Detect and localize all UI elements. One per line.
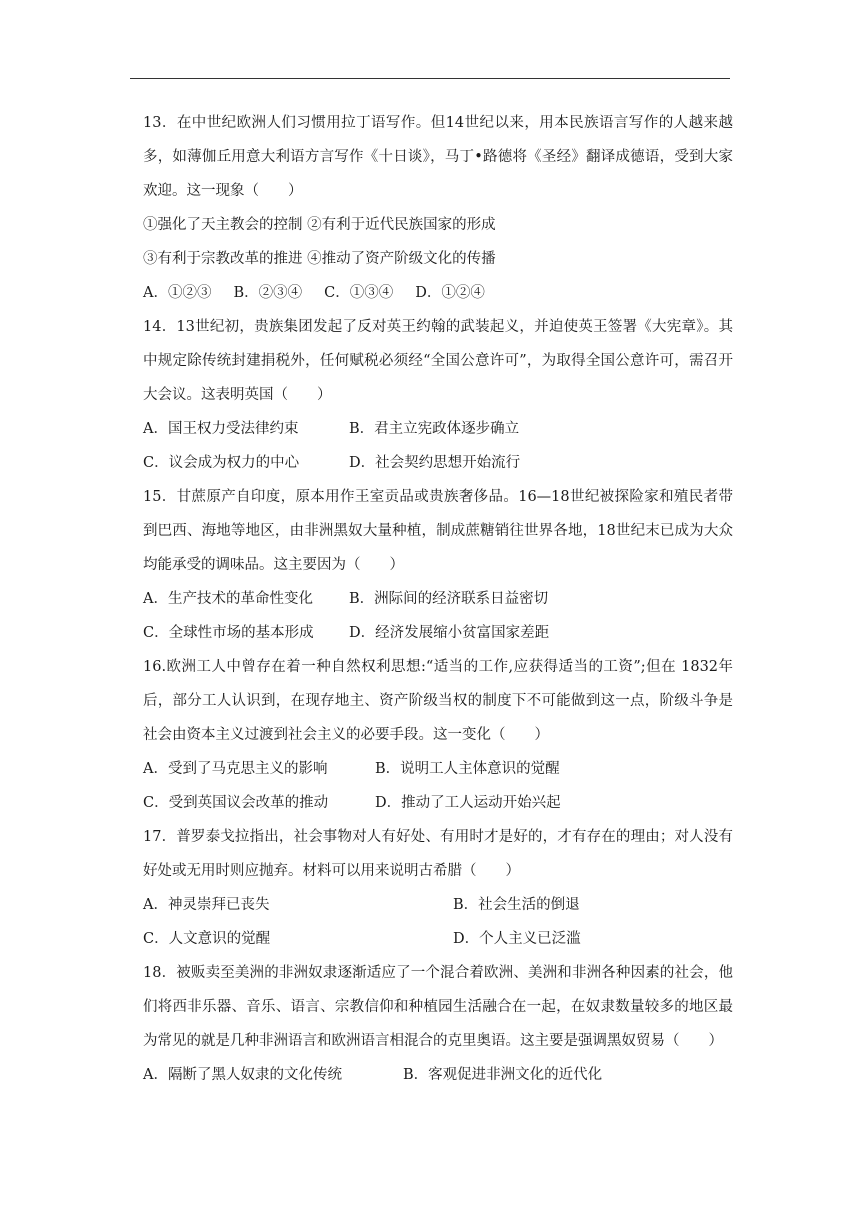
question-14-option-d: D．社会契约思想开始流行 [349,455,521,471]
question-16-options-row-2 [143,786,733,820]
question-16-text: 16.欧洲工人中曾存在着一种自然权利思想:“适当的工作,应获得适当的工资”;但在 1832年后，部分工人认识到，在现存地主、资产阶级当权的制度下不可能做到这一点，阶级斗争是社会由资本主义过渡到社会主义的必要手段。这一变化（ ） [143,659,733,743]
question-17-text: 17．普罗泰戈拉指出，社会事物对人有好处、有用时才是好的，才有存在的理由；对人没有好处或无用时则应抛弃。材料可以用来说明古希腊（ ） [143,829,733,879]
question-17-option-a: A．神灵崇拜已丧失 [143,897,270,913]
question-13-option-a: A．①②③ [143,285,212,301]
question-15-option-b: B．洲际间的经济联系日益密切 [349,591,549,607]
question-13-option-b: B．②③④ [233,285,303,301]
exam-content [143,106,733,1092]
question-18-text: 18．被贩卖至美洲的非洲奴隶逐渐适应了一个混合着欧洲、美洲和非洲各种因素的社会，他们将西非乐器、音乐、语言、宗教信仰和种植园生活融合在一起，在奴隶数量较多的地区最为常见的就是几种非洲语言和欧洲语言相混合的克里奥语。这主要是强调黑奴贸易（ ） [143,965,733,1049]
question-14-text: 14．13世纪初，贵族集团发起了反对英王约翰的武装起义，并迫使英王签署《大宪章》。其中规定除传统封建捐税外，任何赋税必须经“全国公意许可”，为取得全国公意许可，需召开大会议。这表明英国（ ） [143,319,733,403]
question-15-option-a: A．生产技术的革命性变化 [143,591,313,607]
question-17 [143,820,733,956]
question-15-option-c: C．全球性市场的基本形成 [143,625,314,641]
question-14-option-c: C．议会成为权力的中心 [143,455,300,471]
question-16-option-b: B．说明工人主体意识的觉醒 [375,761,560,777]
question-13-option-c: C．①③④ [324,285,394,301]
question-14-options-row-2 [143,446,733,480]
question-16-options-row-1 [143,752,733,786]
question-15-option-d: D．经济发展缩小贫富国家差距 [349,625,550,641]
question-13-statement-1: ①强化了天主教会的控制 ②有利于近代民族国家的形成 [143,217,496,233]
question-14-option-b: B．君主立宪政体逐步确立 [349,421,520,437]
question-15-options-row-2 [143,616,733,650]
question-13-text: 13．在中世纪欧洲人们习惯用拉丁语写作。但14世纪以来，用本民族语言写作的人越来越多，如薄伽丘用意大利语方言写作《十日谈》，马丁•路德将《圣经》翻译成德语，受到大家欢迎。这一现象（ ） [143,115,733,199]
question-15 [143,480,733,650]
question-15-text: 15．甘蔗原产自印度，原本用作王室贡品或贵族奢侈品。16—18世纪被探险家和殖民者带到巴西、海地等地区，由非洲黑奴大量种植，制成蔗糖销往世界各地，18世纪末已成为大众均能承受的调味品。这主要因为（ ） [143,489,733,573]
question-16-option-d: D．推动了工人运动开始兴起 [375,795,561,811]
question-18-option-b: B．客观促进非洲文化的近代化 [403,1067,603,1083]
question-16-option-a: A．受到了马克思主义的影响 [143,761,328,777]
question-13-options [143,276,733,310]
question-14-options-row-1 [143,412,733,446]
question-17-option-c: C．人文意识的觉醒 [143,931,271,947]
question-17-options-row-1 [143,888,733,922]
question-14 [143,310,733,480]
header-rule [130,78,730,79]
question-13 [143,106,733,310]
question-14-option-a: A．国王权力受法律约束 [143,421,299,437]
question-17-option-d: D．个人主义已泛滥 [453,931,581,947]
question-15-options-row-1 [143,582,733,616]
question-13-statement-2: ③有利于宗教改革的推进 ④推动了资产阶级文化的传播 [143,251,496,267]
question-17-option-b: B．社会生活的倒退 [453,897,580,913]
question-16 [143,650,733,820]
question-18-option-a: A．隔断了黑人奴隶的文化传统 [143,1067,342,1083]
question-18 [143,956,733,1092]
question-17-options-row-2 [143,922,733,956]
question-13-option-d: D．①②④ [415,285,485,301]
question-16-option-c: C．受到英国议会改革的推动 [143,795,329,811]
question-18-options-row-1 [143,1058,733,1092]
